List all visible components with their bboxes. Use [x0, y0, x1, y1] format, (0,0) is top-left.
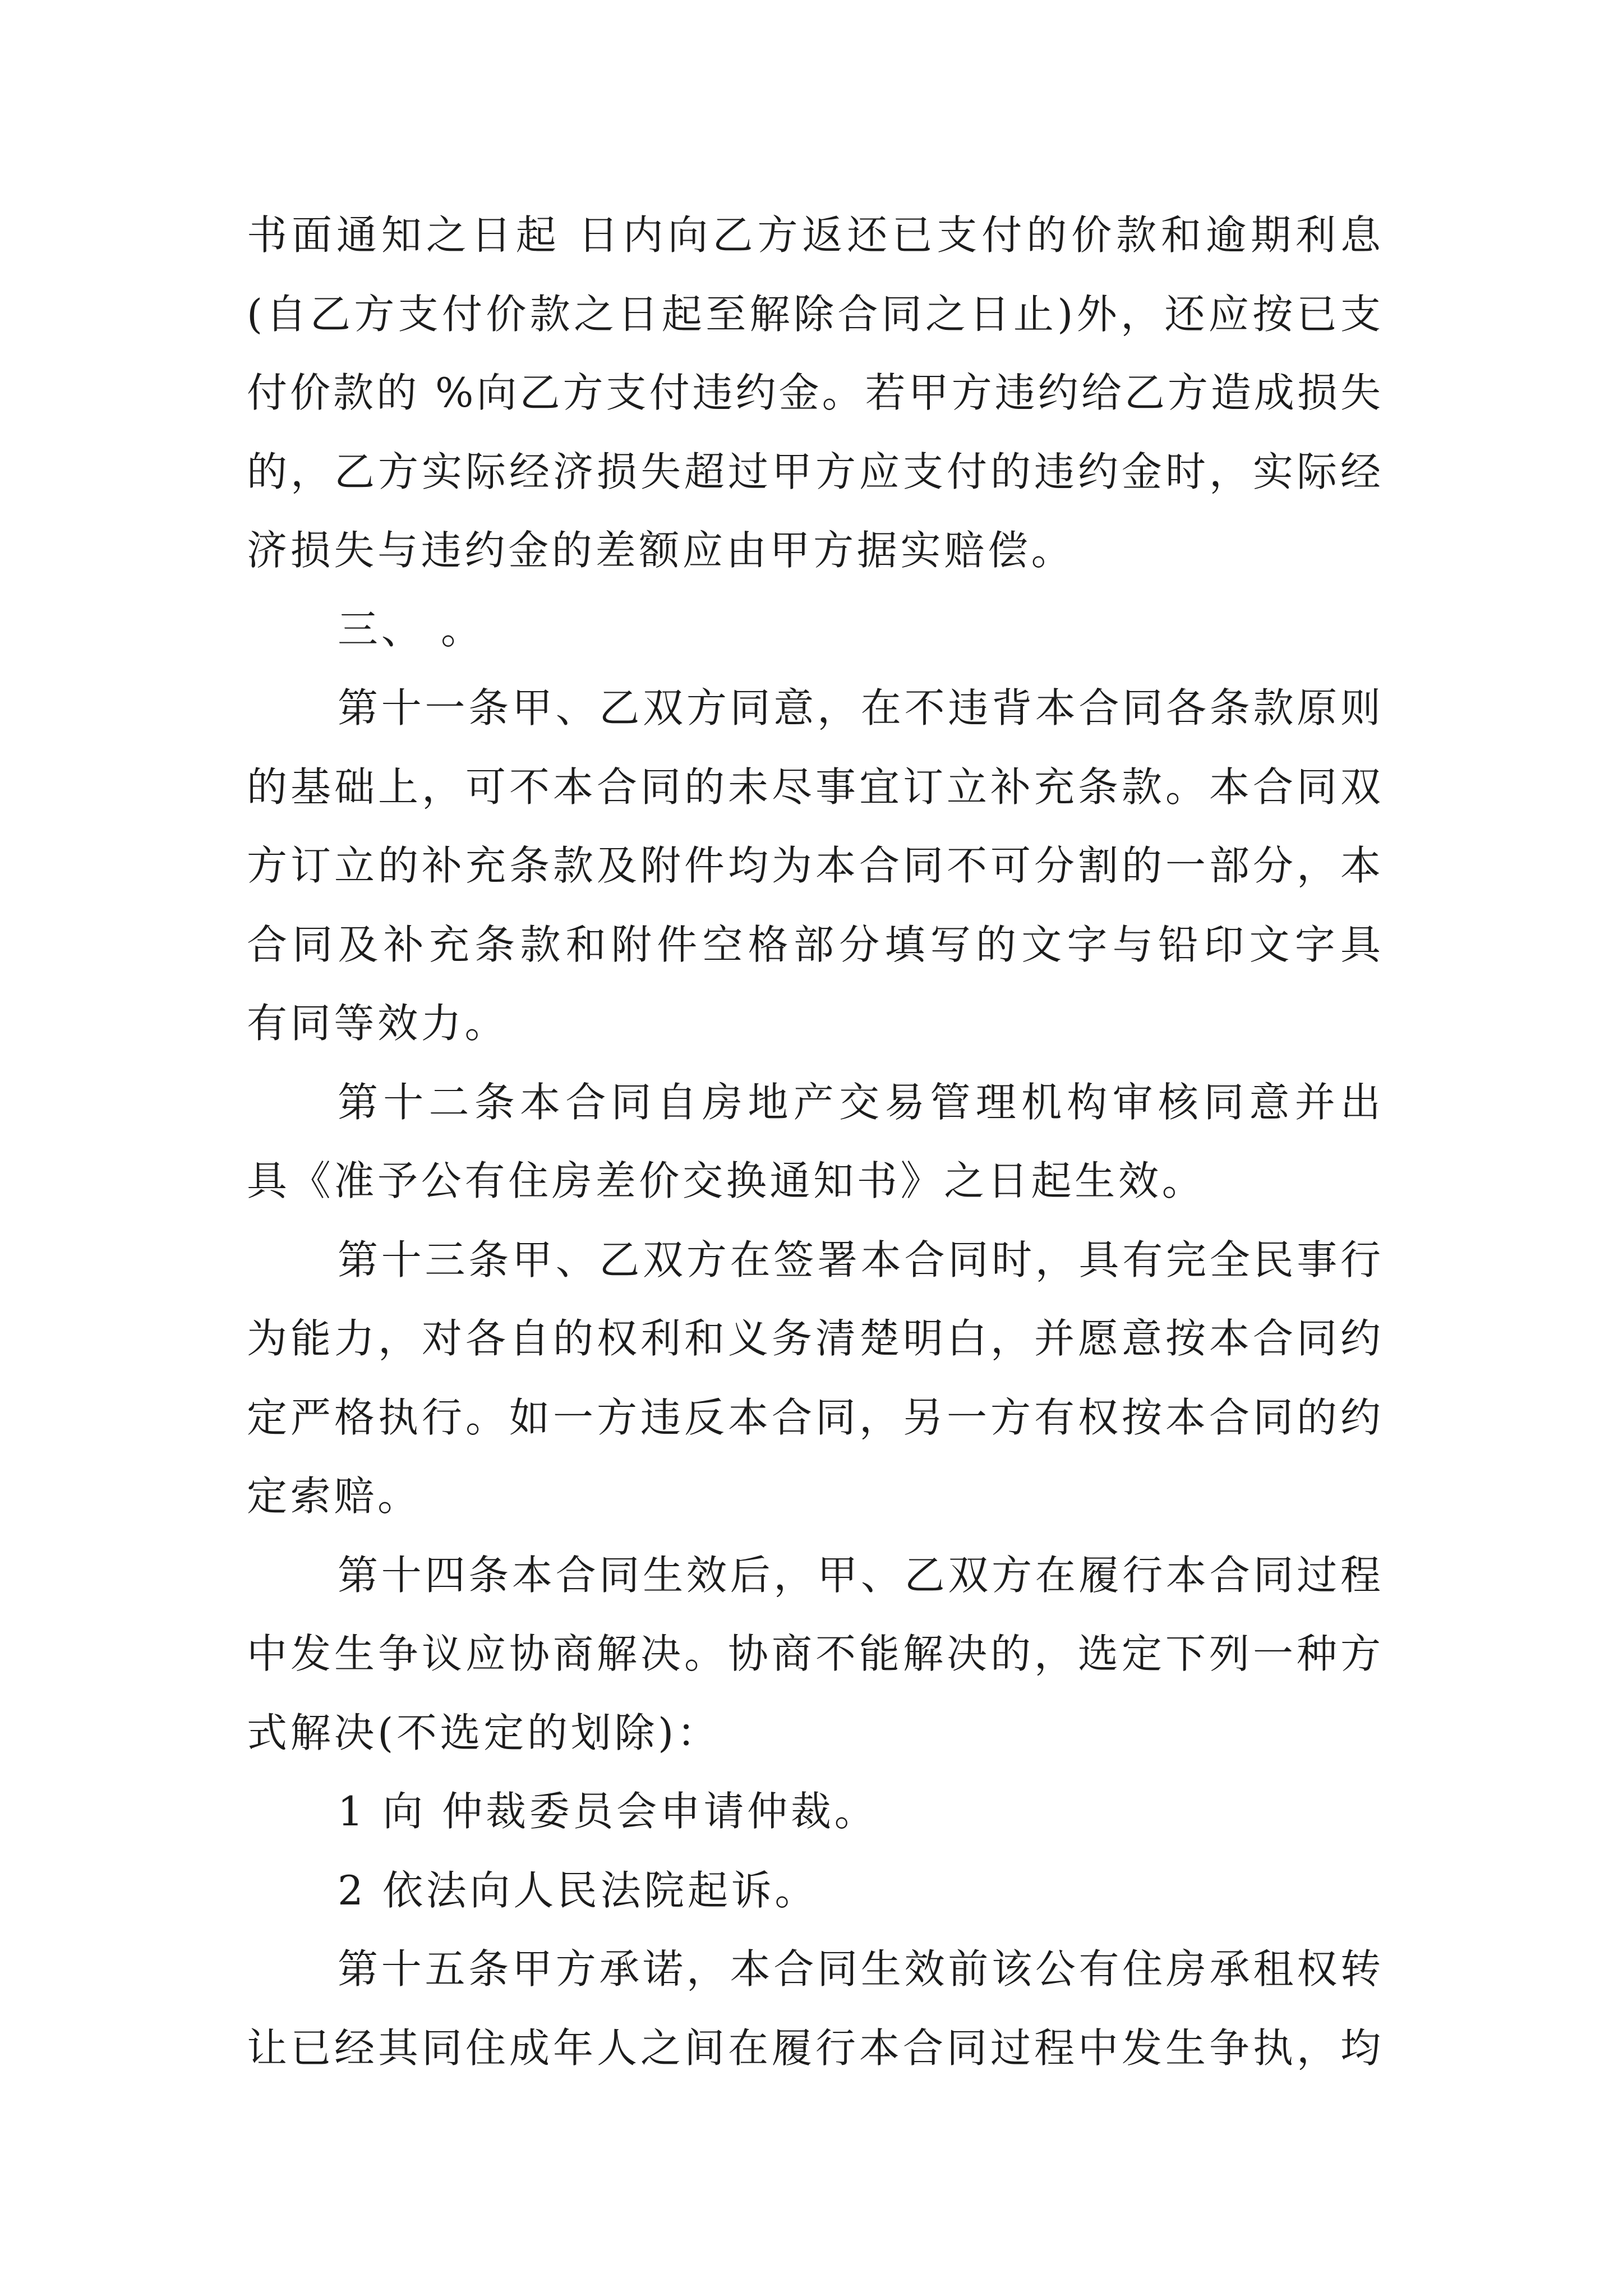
text-line: 第十四条本合同生效后，甲、乙双方在履行本合同过程 — [338, 1551, 1381, 1599]
text-line: 第十一条甲、乙双方同意，在不违背本合同各条款原则 — [338, 684, 1381, 731]
paragraph-article-14 — [247, 1536, 1381, 1773]
text-line: 1 向 仲裁委员会申请仲裁。 — [338, 1788, 878, 1835]
text-line: 方订立的补充条款及附件均为本合同不可分割的一部分，本 — [247, 842, 1381, 889]
text-line: 有同等效力。 — [247, 1000, 509, 1047]
text-line: 付价款的 %向乙方支付违约金。若甲方违约给乙方造成损失 — [247, 369, 1381, 416]
text-line: 2 依法向人民法院起诉。 — [338, 1866, 819, 1914]
paragraph-continuation — [247, 196, 1381, 590]
paragraph-article-15 — [247, 1930, 1381, 2087]
text-line: 第十三条甲、乙双方在签署本合同时，具有完全民事行 — [338, 1236, 1381, 1283]
text-line: 中发生争议应协商解决。协商不能解决的，选定下列一种方 — [247, 1630, 1381, 1677]
text-line: 济损失与违约金的差额应由甲方据实赔偿。 — [247, 527, 1075, 574]
text-line: 的，乙方实际经济损失超过甲方应支付的违约金时，实际经 — [247, 448, 1381, 495]
list-item-option-1 — [247, 1772, 1381, 1851]
text-line: 书面通知之日起 日内向乙方返还已支付的价款和逾期利息 — [247, 211, 1381, 259]
text-line: 第十二条本合同自房地产交易管理机构审核同意并出 — [338, 1078, 1381, 1126]
text-line: 第十五条甲方承诺，本合同生效前该公有住房承租权转 — [338, 1945, 1381, 1993]
document-body — [247, 196, 1381, 2087]
paragraph-article-11 — [247, 669, 1381, 1063]
text-line: 具《准予公有住房差价交换通知书》之日起生效。 — [247, 1157, 1206, 1204]
text-line: 合同及补充条款和附件空格部分填写的文字与铅印文字具 — [247, 921, 1381, 968]
text-line: 的基础上，可不本合同的未尽事宜订立补充条款。本合同双 — [247, 763, 1381, 811]
text-line: 式解决(不选定的划除)： — [247, 1709, 721, 1756]
text-line: (自乙方支付价款之日起至解除合同之日止)外，还应按已支 — [247, 290, 1381, 338]
text-line: 为能力，对各自的权利和义务清楚明白，并愿意按本合同约 — [247, 1315, 1381, 1362]
text-line: 定索赔。 — [247, 1473, 421, 1520]
text-line: 定严格执行。如一方违反本合同，另一方有权按本合同的约 — [247, 1393, 1381, 1441]
paragraph-article-13 — [247, 1221, 1381, 1536]
text-line: 让已经其同住成年人之间在履行本合同过程中发生争执，均 — [247, 2024, 1381, 2072]
section-heading — [247, 590, 1381, 669]
list-item-option-2 — [247, 1851, 1381, 1930]
text-line: 三、 。 — [338, 605, 485, 653]
paragraph-article-12 — [247, 1063, 1381, 1221]
